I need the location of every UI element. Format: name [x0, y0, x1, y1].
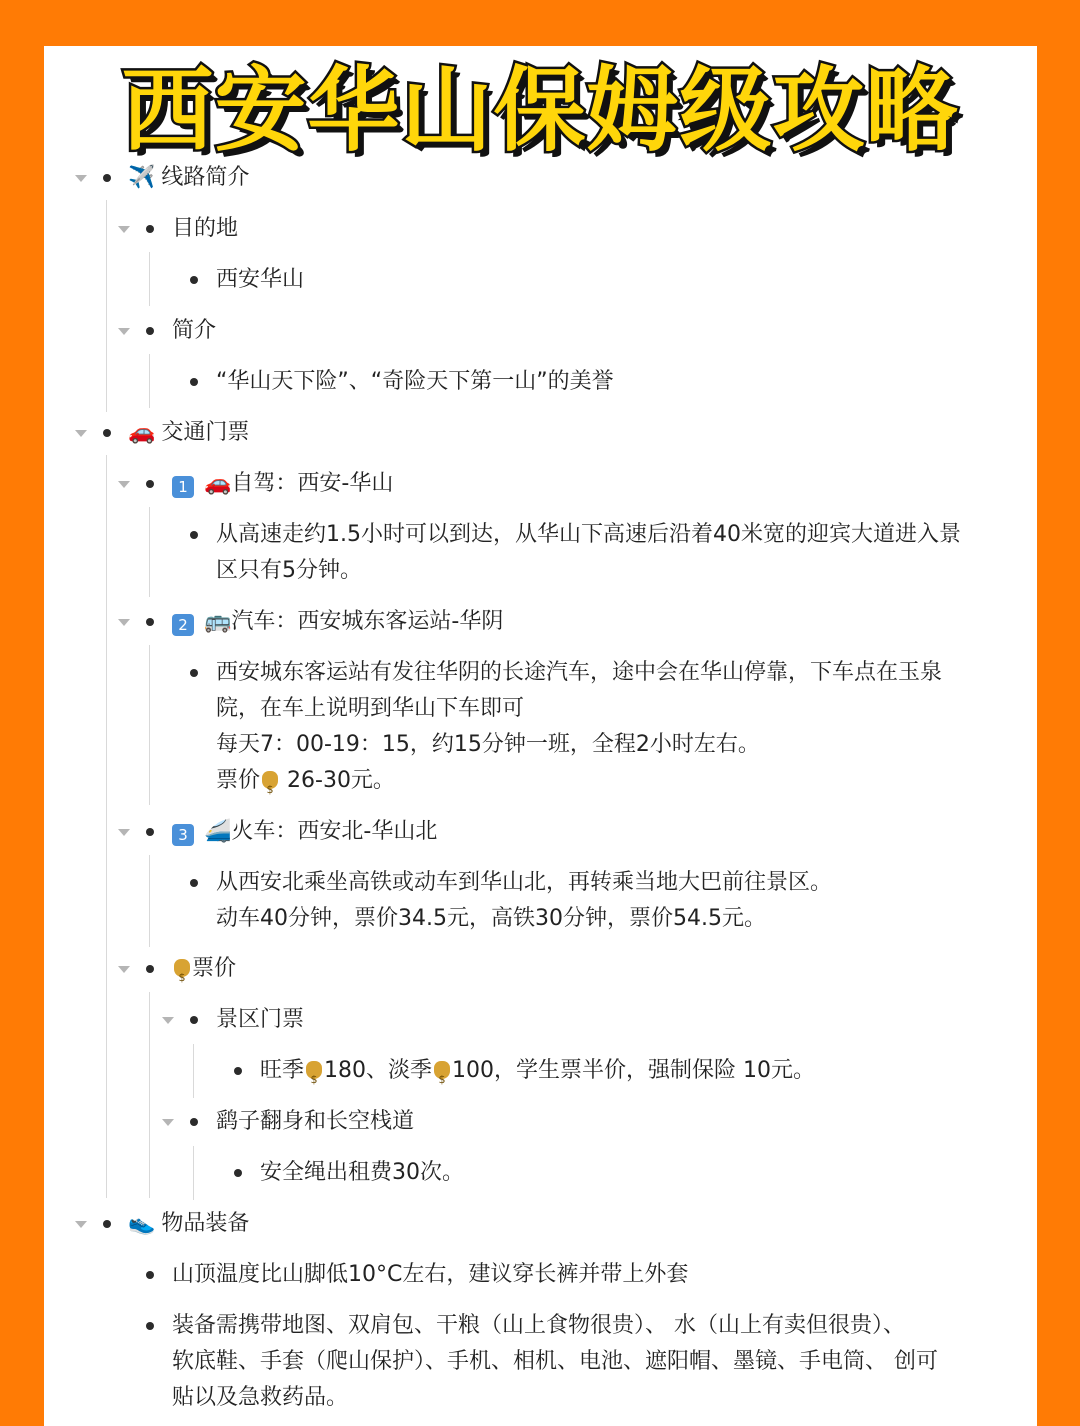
item-text: 从高速走约1.5小时可以到达，从华山下高速后沿着40米宽的迎宾大道进入景	[216, 522, 961, 547]
item-text: 旺季	[260, 1058, 305, 1083]
guide-line	[149, 507, 150, 597]
item-text: 西安城东客运站有发往华阴的长途汽车，途中会在华山停靠，下车点在玉泉	[216, 660, 943, 685]
item-text: 从西安北乘坐高铁或动车到华山北，再转乘当地大巴前往景区。	[216, 870, 833, 895]
bullet-icon	[146, 225, 154, 233]
guide-line	[193, 1044, 194, 1098]
bullet-icon	[234, 1169, 242, 1177]
money-bag-icon	[306, 1061, 322, 1079]
item-text: 软底鞋、手套（爬山保护）、手机、相机、电池、遮阳帽、墨镜、手电筒、 创可	[172, 1349, 938, 1374]
collapse-toggle-icon[interactable]	[118, 619, 130, 626]
page-title: 西安华山保姆级攻略	[121, 57, 959, 164]
number-two-icon: 2	[172, 614, 194, 636]
guide-line	[149, 645, 150, 805]
bus-icon: 🚌	[204, 609, 232, 634]
car-icon: 🚗	[204, 471, 232, 496]
money-bag-icon	[434, 1061, 450, 1079]
guide-line	[193, 1146, 194, 1200]
item-text: 100，学生票半价，强制保险 10元。	[452, 1058, 815, 1083]
collapse-toggle-icon[interactable]	[75, 1221, 87, 1228]
guide-line	[106, 200, 107, 412]
item-label: 汽车：西安城东客运站-华阴	[231, 609, 504, 634]
guide-line	[149, 992, 150, 1198]
item-label: 鹞子翻身和长空栈道	[216, 1109, 415, 1134]
bullet-icon	[146, 965, 154, 973]
item-text: 装备需携带地图、双肩包、干粮（山上食物很贵）、 水（山上有卖但很贵）、	[172, 1313, 905, 1338]
bullet-icon	[190, 531, 198, 539]
bullet-icon	[146, 1271, 154, 1279]
collapse-toggle-icon[interactable]	[118, 328, 130, 335]
section-title: 线路简介	[161, 165, 250, 190]
bullet-icon	[103, 174, 111, 182]
collapse-toggle-icon[interactable]	[162, 1119, 174, 1126]
item-text: 安全绳出租费30次。	[260, 1160, 464, 1185]
item-label: 简介	[172, 318, 217, 343]
item-text: 贴以及急救药品。	[172, 1385, 349, 1410]
item-text: 180、淡季	[324, 1058, 433, 1083]
item-label: 自驾：西安-华山	[231, 471, 394, 496]
collapse-toggle-icon[interactable]	[75, 175, 87, 182]
money-bag-icon	[174, 959, 190, 977]
collapse-toggle-icon[interactable]	[118, 226, 130, 233]
airplane-icon: ✈️	[128, 165, 156, 190]
section-title: 物品装备	[161, 1211, 250, 1236]
collapse-toggle-icon[interactable]	[118, 966, 130, 973]
guide-line	[149, 855, 150, 947]
bullet-icon	[190, 1016, 198, 1024]
item-text: 西安华山	[216, 267, 305, 292]
bullet-icon	[190, 879, 198, 887]
item-text: 动车40分钟，票价34.5元，高铁30分钟，票价54.5元。	[216, 906, 766, 931]
number-one-icon: 1	[172, 476, 194, 498]
item-label: 票价	[192, 956, 237, 981]
item-text: 票价	[216, 768, 261, 793]
number-three-icon: 3	[172, 824, 194, 846]
guide-line	[106, 455, 107, 1198]
item-text: 每天7：00-19：15，约15分钟一班，全程2小时左右。	[216, 732, 760, 757]
item-label: 火车：西安北-华山北	[231, 819, 438, 844]
shoe-icon: 👟	[128, 1211, 156, 1236]
section-title: 交通门票	[161, 420, 250, 445]
bullet-icon	[190, 669, 198, 677]
guide-line	[149, 252, 150, 306]
item-text: “华山天下险”、“奇险天下第一山”的美誉	[216, 369, 614, 394]
bullet-icon	[146, 480, 154, 488]
item-text: 26-30元。	[280, 768, 395, 793]
bullet-icon	[146, 828, 154, 836]
bullet-icon	[146, 327, 154, 335]
bullet-icon	[103, 1220, 111, 1228]
collapse-toggle-icon[interactable]	[75, 430, 87, 437]
train-icon: 🚄	[204, 819, 232, 844]
bullet-icon	[190, 1118, 198, 1126]
guide-line	[149, 354, 150, 408]
collapse-toggle-icon[interactable]	[162, 1017, 174, 1024]
bullet-icon	[103, 429, 111, 437]
bullet-icon	[146, 1322, 154, 1330]
item-text: 院，在车上说明到华山下车即可	[216, 696, 525, 721]
collapse-toggle-icon[interactable]	[118, 829, 130, 836]
bullet-icon	[234, 1067, 242, 1075]
collapse-toggle-icon[interactable]	[118, 481, 130, 488]
bullet-icon	[190, 276, 198, 284]
item-label: 目的地	[172, 216, 239, 241]
item-text: 区只有5分钟。	[216, 558, 362, 583]
car-icon: 🚗	[128, 420, 156, 445]
money-bag-icon	[262, 771, 278, 789]
item-label: 景区门票	[216, 1007, 305, 1032]
bullet-icon	[146, 618, 154, 626]
bullet-icon	[190, 378, 198, 386]
item-text: 山顶温度比山脚低10°C左右，建议穿长裤并带上外套	[172, 1262, 689, 1287]
